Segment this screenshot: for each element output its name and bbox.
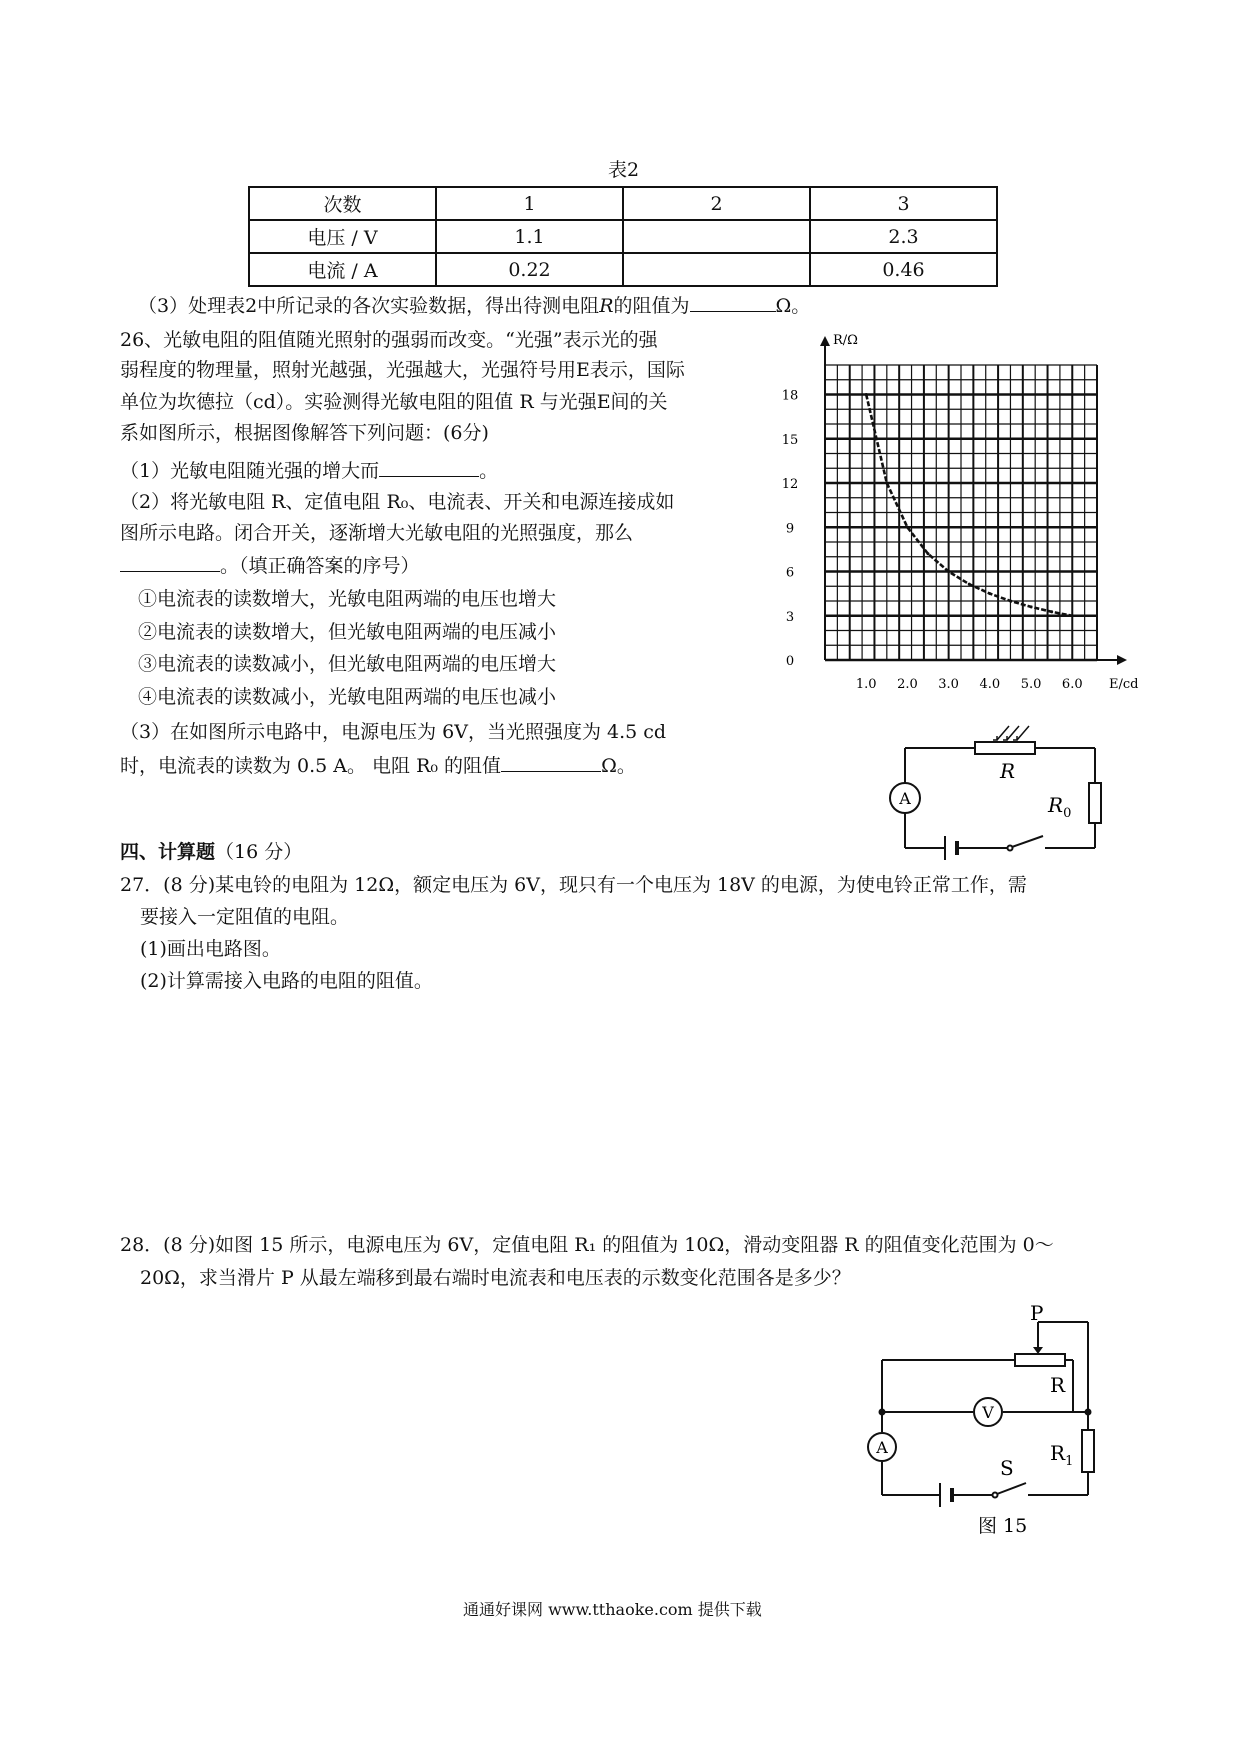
q26-part2-line: （2）将光敏电阻 R、定值电阻 R₀、电流表、开关和电源连接成如 xyxy=(120,491,675,513)
table-cell xyxy=(623,220,810,253)
table-cell: 电流 / A xyxy=(249,253,436,286)
x-tick-label: 5.0 xyxy=(1020,677,1042,692)
junction-dot xyxy=(1085,1409,1092,1416)
y-axis-arrow xyxy=(820,336,830,346)
voltmeter-label: V xyxy=(982,1403,994,1422)
q26-intro-line: 弱程度的物理量，照射光越强，光强越大，光强符号用E表示，国际 xyxy=(120,359,685,381)
x-axis-arrow xyxy=(1117,655,1127,665)
data-point xyxy=(885,482,888,485)
ammeter-label: A xyxy=(899,789,911,808)
x-tick-label: 3.0 xyxy=(938,677,959,692)
q27-line: 27．(8 分)某电铃的电阻为 12Ω，额定电压为 6V，现只有一个电压为 18V 的电源，为使电铃正常工作，需 xyxy=(120,874,1027,896)
data-point xyxy=(968,583,971,586)
q26-part1: （1）光敏电阻随光强的增大而 。 xyxy=(120,460,499,482)
data-table xyxy=(248,186,998,287)
q26-intro-line: 系如图所示，根据图像解答下列问题：(6分) xyxy=(120,422,489,444)
y-tick-label: 15 xyxy=(781,432,799,448)
circuit-diagram-fig15 xyxy=(860,1300,1120,1550)
data-point xyxy=(1071,614,1074,617)
battery-icon xyxy=(945,836,957,860)
data-point xyxy=(1009,600,1012,603)
figure-caption: 图 15 xyxy=(978,1515,1028,1537)
q27-sub: (1)画出电路图。 xyxy=(140,938,281,960)
q27-sub: (2)计算需接入电路的电阻的阻值。 xyxy=(140,970,433,992)
q26-part3-line2: 时，电流表的读数为 0.5 A。 电阻 R₀ 的阻值 Ω。 xyxy=(120,755,636,777)
table-cell: 1 xyxy=(436,187,623,220)
answer-blank[interactable] xyxy=(501,753,601,772)
table-cell: 0.46 xyxy=(810,253,997,286)
s-label: S xyxy=(1000,1456,1014,1480)
r0-label: $R_0$ xyxy=(1048,793,1072,821)
p-label: P xyxy=(1030,1301,1044,1325)
data-point xyxy=(1030,605,1033,608)
junction-dot xyxy=(879,1409,886,1416)
r0-resistor-icon xyxy=(1089,783,1101,823)
r-label: R xyxy=(1050,1373,1066,1397)
r1-resistor-icon xyxy=(1082,1430,1094,1472)
q26-part3-line: （3）在如图所示电路中，电源电压为 6V，当光照强度为 4.5 cd xyxy=(120,721,667,743)
table-cell: 1.1 xyxy=(436,220,623,253)
q28-line: 28．(8 分)如图 15 所示，电源电压为 6V，定值电阻 R₁ 的阻值为 10Ω，滑动变阻器 R 的阻值变化范围为 0～ xyxy=(120,1234,1054,1256)
y-tick-label: 9 xyxy=(785,521,795,537)
table-cell xyxy=(623,253,810,286)
switch-icon xyxy=(993,1483,1027,1498)
option-item: ③电流表的读数减小，但光敏电阻两端的电压增大 xyxy=(138,653,557,675)
switch-icon xyxy=(1008,836,1044,851)
q26-part2-hint: 。（填正确答案的序号） xyxy=(120,553,420,578)
q27-line: 要接入一定阻值的电阻。 xyxy=(140,906,350,928)
r-label: R xyxy=(1000,759,1016,783)
r1-label: $R_1$ xyxy=(1050,1441,1074,1469)
data-point xyxy=(865,393,868,396)
page-footer: 通通好课网 www.tthaoke.com 提供下载 xyxy=(463,1600,762,1619)
x-tick-label: 4.0 xyxy=(979,677,1001,692)
q28-line: 20Ω，求当滑片 P 从最左端移到最右端时电流表和电压表的示数变化范围各是多少？ xyxy=(140,1267,851,1289)
series-line xyxy=(866,395,1072,616)
table-header-row xyxy=(249,187,997,220)
data-point xyxy=(927,552,930,555)
light-arrows-icon xyxy=(993,726,1029,740)
q26-intro-line: 单位为坎德拉（cd）。实验测得光敏电阻的阻值 R 与光强E间的关 xyxy=(120,391,668,413)
table-row xyxy=(249,220,997,253)
slider-arrow-icon xyxy=(1033,1347,1043,1354)
q25-part3: （3）处理表2中所记录的各次实验数据，得出待测电阻R的阻值为 Ω。 xyxy=(138,295,811,317)
table-cell: 2 xyxy=(623,187,810,220)
table-caption: 表2 xyxy=(608,159,640,181)
table-cell: 3 xyxy=(810,187,997,220)
y-tick-label: 0 xyxy=(785,654,795,669)
option-item: ②电流表的读数增大，但光敏电阻两端的电压减小 xyxy=(138,621,557,643)
table-cell: 0.22 xyxy=(436,253,623,286)
answer-blank[interactable] xyxy=(379,458,479,477)
y-tick-label: 18 xyxy=(781,388,799,404)
resistance-light-chart xyxy=(770,330,1139,710)
table-cell: 次数 xyxy=(249,187,436,220)
circuit-diagram-1 xyxy=(885,718,1135,868)
option-item: ④电流表的读数减小，光敏电阻两端的电压也减小 xyxy=(138,686,557,708)
answer-blank[interactable] xyxy=(690,293,776,312)
data-point xyxy=(947,570,950,573)
y-tick-label: 3 xyxy=(785,609,795,625)
x-tick-label: 2.0 xyxy=(897,677,918,692)
y-axis-label: R/Ω xyxy=(833,333,858,348)
y-tick-label: 6 xyxy=(785,565,795,581)
x-tick-label: 1.0 xyxy=(855,677,877,692)
x-tick-label: 6.0 xyxy=(1061,677,1083,692)
data-point xyxy=(1050,610,1053,613)
photoresistor-icon xyxy=(975,742,1035,754)
table-cell: 2.3 xyxy=(810,220,997,253)
y-tick-label: 12 xyxy=(781,477,799,492)
q26-intro-line: 26、光敏电阻的阻值随光照射的强弱而改变。“光强”表示光的强 xyxy=(120,329,658,351)
rheostat-icon xyxy=(1015,1354,1065,1366)
option-item: ①电流表的读数增大，光敏电阻两端的电压也增大 xyxy=(138,588,557,610)
data-point xyxy=(988,592,991,595)
table-row xyxy=(249,253,997,286)
x-axis-label: E/cd xyxy=(1109,677,1139,692)
data-point xyxy=(906,526,909,529)
ammeter-label: A xyxy=(876,1438,888,1457)
answer-blank[interactable] xyxy=(120,553,220,572)
section-title: 四、计算题（16 分） xyxy=(120,841,303,863)
q26-part2-line: 图所示电路。闭合开关，逐渐增大光敏电阻的光照强度，那么 xyxy=(120,522,634,544)
table-cell: 电压 / V xyxy=(249,220,436,253)
battery-icon xyxy=(940,1483,952,1507)
